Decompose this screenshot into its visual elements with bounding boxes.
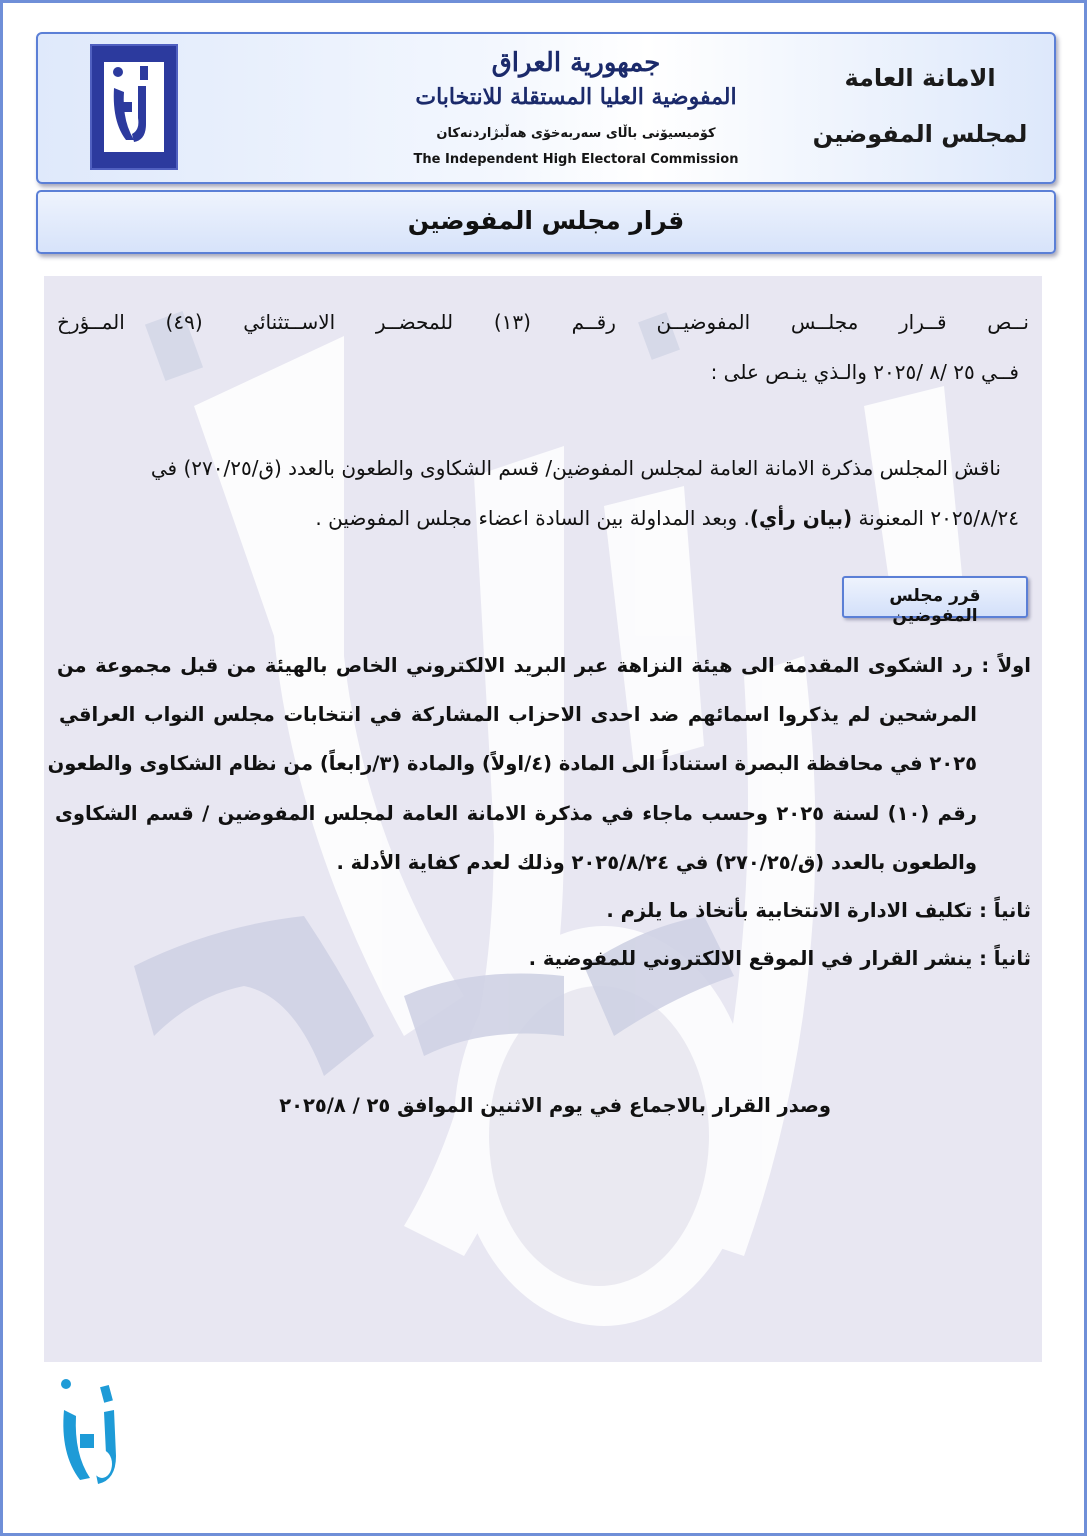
- decision-label: قرر مجلس المفوضين: [889, 586, 981, 626]
- discussion-line-2: [315, 506, 1019, 530]
- decision-first-line-5: والطعون بالعدد (ق/٢٧٠/٢٥) في ٢٠٢٥/٨/٢٤ وذلك لعدم كفاية الأدلة .: [336, 851, 977, 874]
- department-line1: الامانة العامة: [844, 64, 996, 92]
- discussion-subject: (بيان رأي): [749, 506, 853, 530]
- decision-third: ثانياً : ينشر القرار في الموقع الالكتروني للمفوضية .: [528, 947, 1031, 970]
- footer-logo-icon: [56, 1376, 136, 1500]
- commission-logo: [90, 44, 178, 170]
- document-title: قرار مجلس المفوضين: [407, 206, 685, 235]
- decision-second: ثانياً : تكليف الادارة الانتخابية بأتخاذ ما يلزم .: [606, 899, 1031, 922]
- decision-first-line-2: المرشحين لم يذكروا اسمائهم ضد احدى الاحزاب المشاركة في انتخابات مجلس النواب العراقي: [59, 703, 977, 726]
- org-name-english: The Independent High Electoral Commission: [413, 152, 739, 167]
- intro-line-1: نــص قــرار مجلــس المفوضيــن رقــم (١٣) للمحضــر الاســتثنائي (٤٩) المــؤرخ: [57, 310, 1029, 334]
- intro-line-2: فــي ٢٥ /٨ /٢٠٢٥ والـذي ينـص على :: [710, 360, 1019, 384]
- org-name-kurdish: كۆمیسیۆنی باڵای سەربەخۆی هەڵبژاردنەكان: [436, 126, 716, 141]
- logo-emblem-icon: [104, 62, 164, 152]
- org-name-arabic-line1: جمهورية العراق: [491, 48, 661, 78]
- discussion-date: ٢٠٢٥/٨/٢٤ المعنونة: [852, 506, 1019, 530]
- decision-first-line-1: اولاً : رد الشكوى المقدمة الى هيئة النزاهة عبر البريد الالكتروني الخاص بالهيئة من قبل مجموعة من: [57, 654, 1031, 677]
- decision-first-line-3: ٢٠٢٥ في محافظة البصرة استناداً الى المادة (٤/اولاً) والمادة (٣/رابعاً) من نظام الشكاوى والطعون: [47, 752, 977, 775]
- org-name-arabic-line2: المفوضية العليا المستقلة للانتخابات: [415, 84, 737, 110]
- decision-first-line-4: رقم (١٠) لسنة ٢٠٢٥ وحسب ماجاء في مذكرة الامانة العامة لمجلس المفوضين / قسم الشكاوى: [55, 802, 977, 825]
- document-title-bar: [36, 190, 1056, 254]
- decision-label-box: [842, 576, 1028, 626]
- department-line2: لمجلس المفوضين: [812, 120, 1028, 148]
- discussion-line-1: ناقش المجلس مذكرة الامانة العامة لمجلس المفوضين/ قسم الشكاوى والطعون بالعدد (ق/٢٧٠/٢٥) في: [150, 456, 1001, 480]
- closing-statement: وصدر القرار بالاجماع في يوم الاثنين الموافق ٢٥ / ٢٠٢٥/٨: [279, 1094, 831, 1117]
- discussion-deliberation: . وبعد المداولة بين السادة اعضاء مجلس المفوضين .: [315, 506, 750, 530]
- letterhead: [36, 32, 1056, 184]
